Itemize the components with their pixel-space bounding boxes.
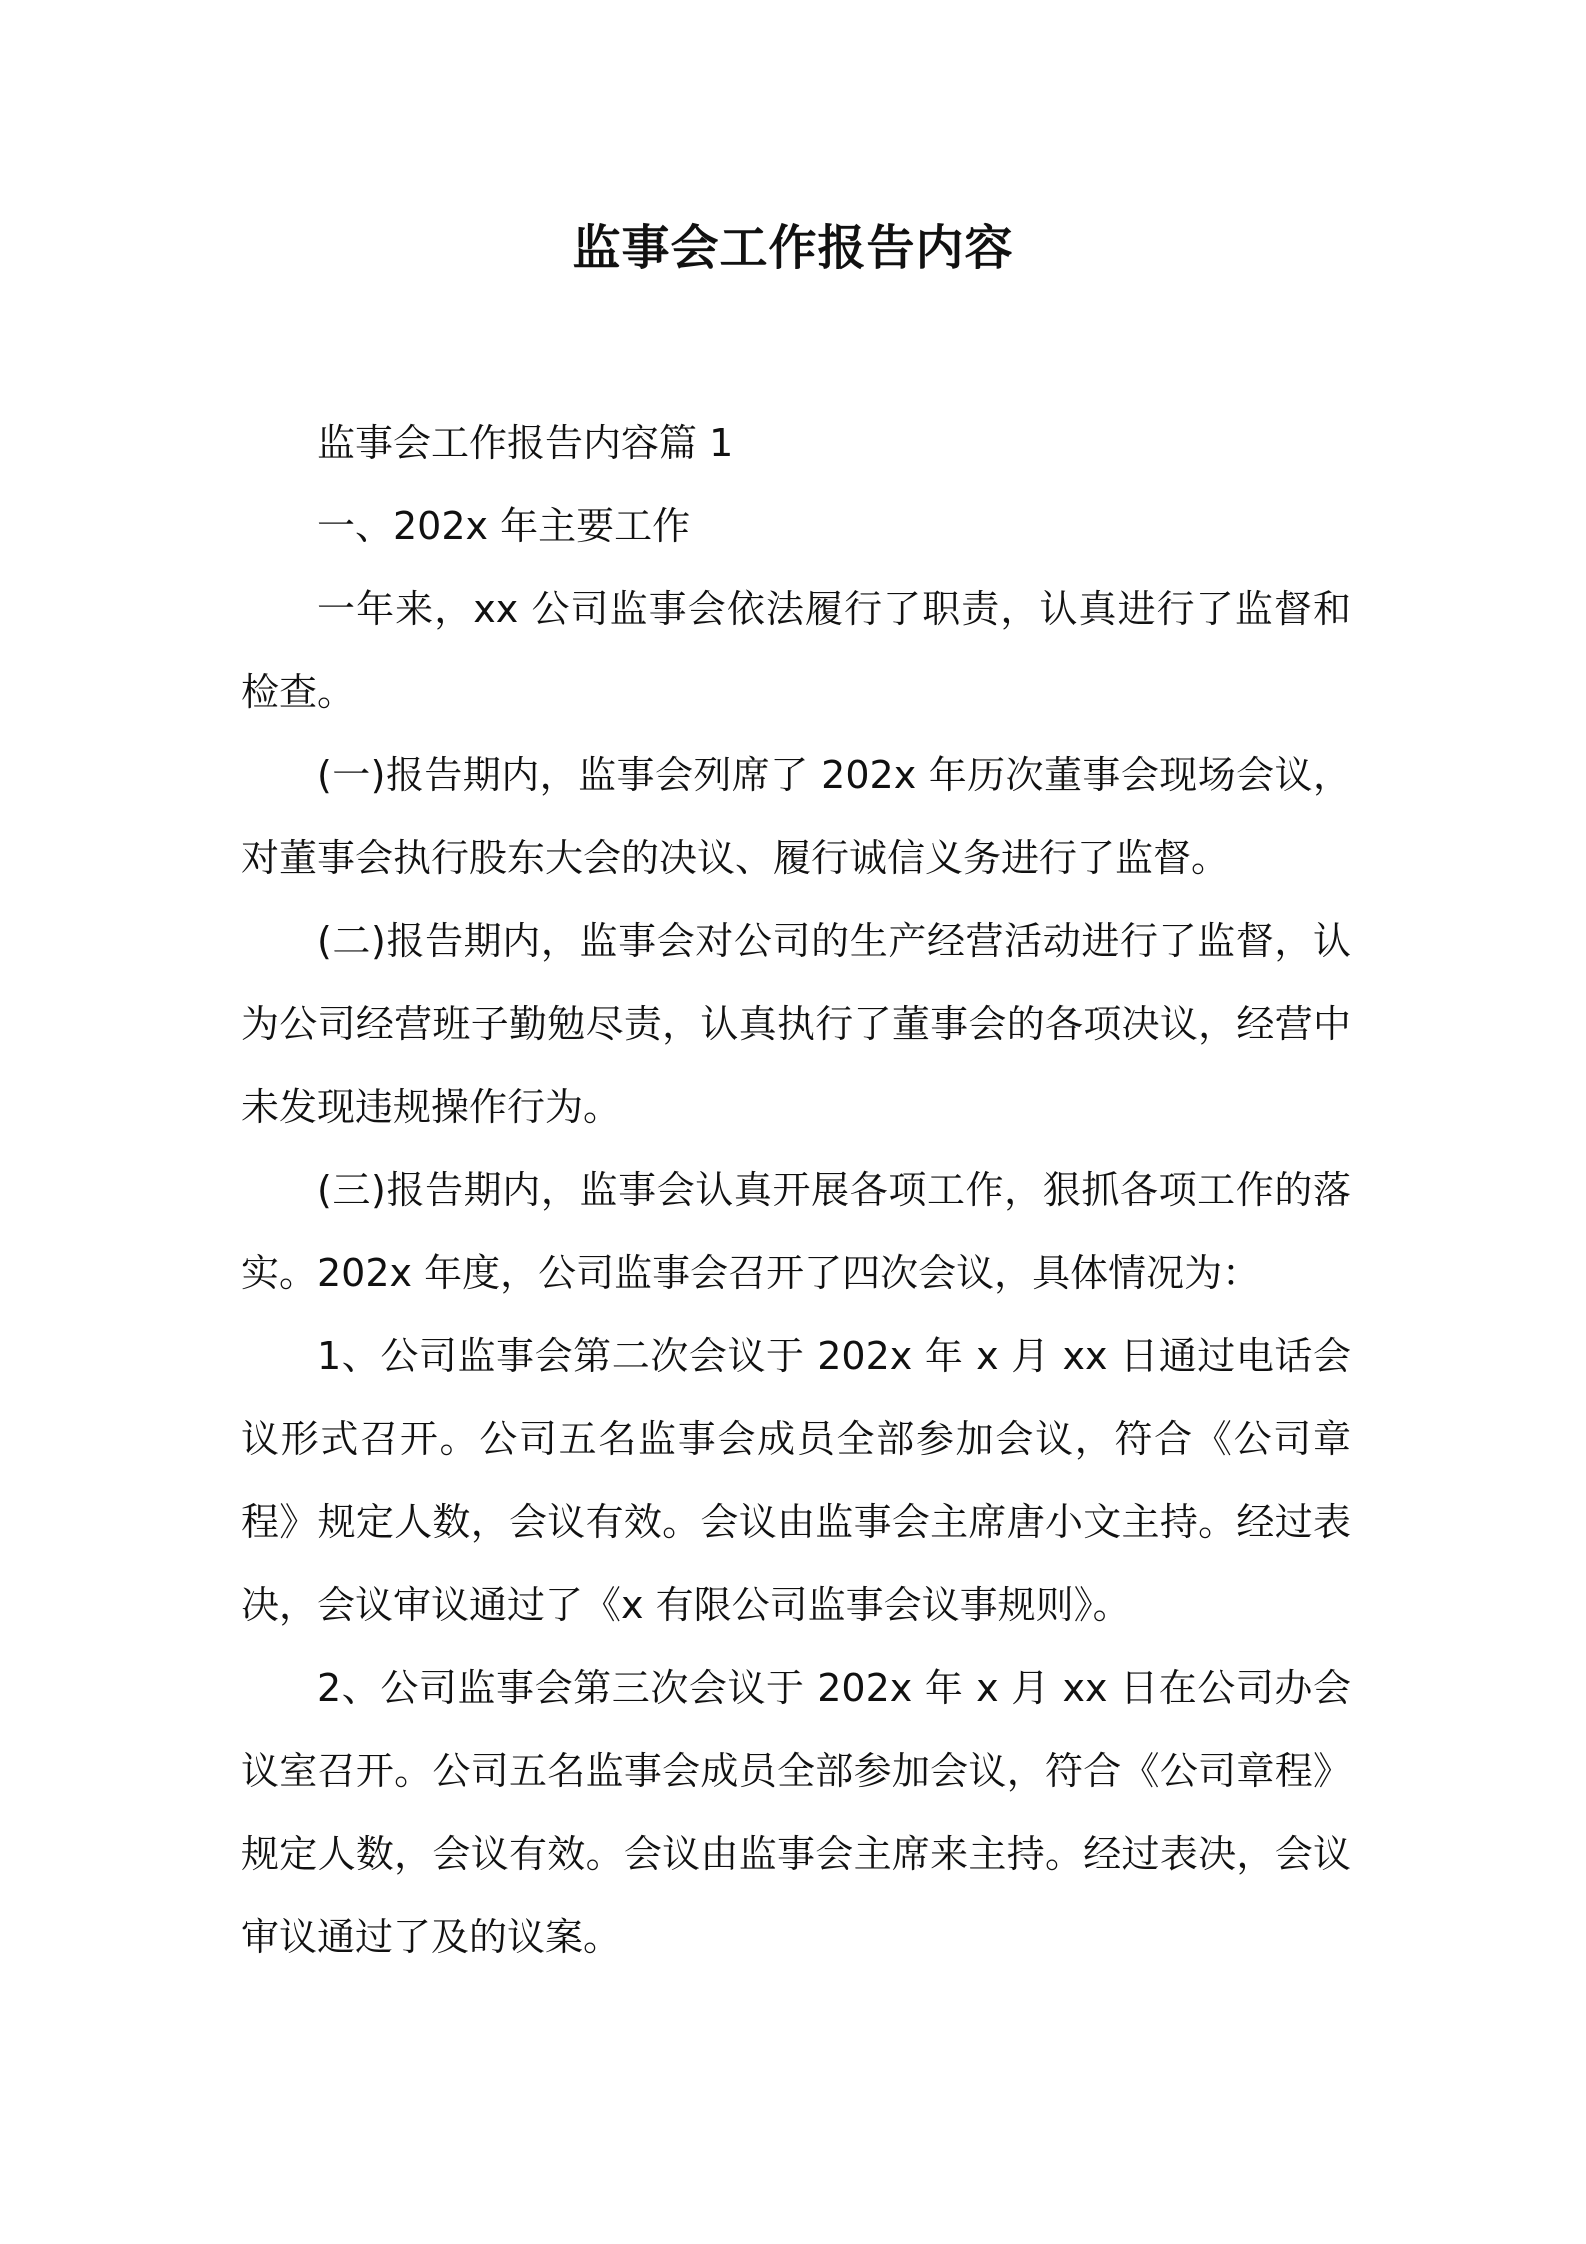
section-heading: 监事会工作报告内容篇 1 bbox=[317, 421, 734, 465]
paragraph: 1、公司监事会第二次会议于 202x 年 x 月 xx 日通过电话会议形式召开。公司五名监事会成员全部参加会议，符合《公司章程》规定人数，会议有效。会议由监事会主席唐小文主持。经过表决，会议审议通过了《x 有限公司监事会议事规则》。 bbox=[241, 1334, 1351, 1627]
paragraph: 一年来，xx 公司监事会依法履行了职责，认真进行了监督和检查。 bbox=[241, 587, 1351, 714]
document-title: 监事会工作报告内容 bbox=[572, 220, 1014, 276]
subsection-heading: 一、202x 年主要工作 bbox=[317, 504, 691, 548]
paragraph: (三)报告期内，监事会认真开展各项工作，狠抓各项工作的落实。202x 年度，公司监事会召开了四次会议，具体情况为： bbox=[241, 1168, 1351, 1295]
paragraph: 2、公司监事会第三次会议于 202x 年 x 月 xx 日在公司办会议室召开。公司五名监事会成员全部参加会议，符合《公司章程》规定人数，会议有效。会议由监事会主席来主持。经过表决，会议审议通过了及的议案。 bbox=[241, 1666, 1351, 1959]
document-body bbox=[241, 402, 1351, 1979]
paragraph: (二)报告期内，监事会对公司的生产经营活动进行了监督，认为公司经营班子勤勉尽责，认真执行了董事会的各项决议，经营中未发现违规操作行为。 bbox=[241, 919, 1351, 1129]
paragraph: (一)报告期内，监事会列席了 202x 年历次董事会现场会议，对董事会执行股东大会的决议、履行诚信义务进行了监督。 bbox=[241, 753, 1351, 880]
